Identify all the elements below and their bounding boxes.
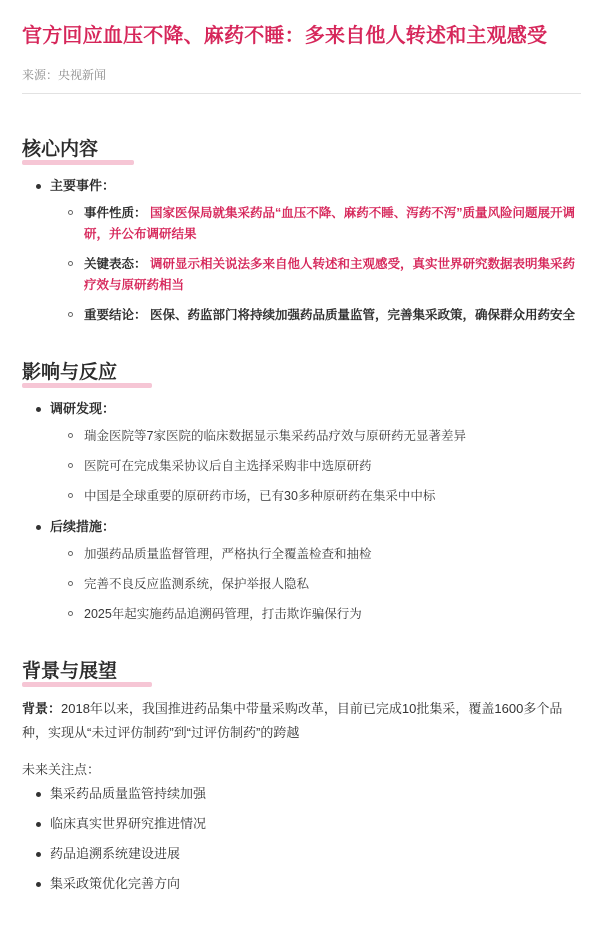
sub-item-text: 调研显示相关说法多来自他人转述和主观感受，真实世界研究数据表明集采药疗效与原研药相当 [84, 257, 576, 292]
focus-heading: 未来关注点： [22, 762, 101, 777]
sub-item-key: 事件性质： [84, 206, 147, 220]
sub-list-item: 医院可在完成集采协议后自主选择采购非中选原研药 [68, 456, 581, 477]
sub-list [50, 426, 581, 507]
sub-list-item [68, 305, 581, 326]
background-paragraph [22, 697, 581, 745]
list-item: 药品追溯系统建设进展 [36, 844, 581, 864]
list-item: 临床真实世界研究推进情况 [36, 814, 581, 834]
sub-list-item [68, 203, 581, 245]
section-heading: 背景与展望 [22, 661, 118, 682]
source-name: 央视新闻 [58, 68, 107, 82]
impact-list [22, 398, 581, 625]
list-item [36, 516, 581, 625]
sub-item-text: 国家医保局就集采药品“血压不降、麻药不睡、泻药不泻”质量风险问题展开调研，并公布调研结果 [84, 206, 576, 241]
sub-list-item: 完善不良反应监测系统，保护举报人隐私 [68, 574, 581, 595]
list-item: 集采药品质量监管持续加强 [36, 784, 581, 804]
sub-list-item: 中国是全球重要的原研药市场，已有30多种原研药在集采中中标 [68, 486, 581, 507]
divider [22, 93, 581, 94]
page-title: 官方回应血压不降、麻药不睡：多来自他人转述和主观感受 [22, 25, 548, 47]
section-heading: 核心内容 [22, 139, 99, 160]
sub-list-item: 瑞金医院等7家医院的临床数据显示集采药品疗效与原研药无显著差异 [68, 426, 581, 447]
section-heading: 影响与反应 [22, 362, 118, 383]
sub-item-text: 医保、药监部门将持续加强药品质量监管，完善集采政策，确保群众用药安全 [150, 308, 576, 322]
focus-list [22, 784, 581, 894]
list-item: 集采政策优化完善方向 [36, 874, 581, 894]
source-label: 来源： [22, 68, 59, 82]
list-item-lead: 后续措施： [50, 519, 116, 534]
sub-item-key: 重要结论： [84, 308, 147, 322]
list-item [36, 398, 581, 507]
core-content-list [22, 175, 581, 326]
sub-list-item: 2025年起实施药品追溯码管理，打击欺诈骗保行为 [68, 604, 581, 625]
sub-list-item: 加强药品质量监督管理，严格执行全覆盖检查和抽检 [68, 544, 581, 565]
section-background-outlook [22, 634, 581, 687]
background-label: 背景： [22, 701, 62, 716]
list-item-lead: 调研发现： [50, 401, 116, 416]
list-item [36, 175, 581, 326]
sub-list-item [68, 254, 581, 296]
sub-list [50, 203, 581, 326]
section-impact [22, 335, 581, 388]
sub-list [50, 544, 581, 625]
section-core-content [22, 112, 581, 165]
sub-item-key: 关键表态： [84, 257, 147, 271]
background-text: 2018年以来，我国推进药品集中带量采购改革，目前已完成10批集采，覆盖1600多个品种，实现从“未过评仿制药”到“过评仿制药”的跨越 [22, 701, 563, 740]
list-item-lead: 主要事件： [50, 178, 116, 193]
article-source [22, 66, 581, 83]
